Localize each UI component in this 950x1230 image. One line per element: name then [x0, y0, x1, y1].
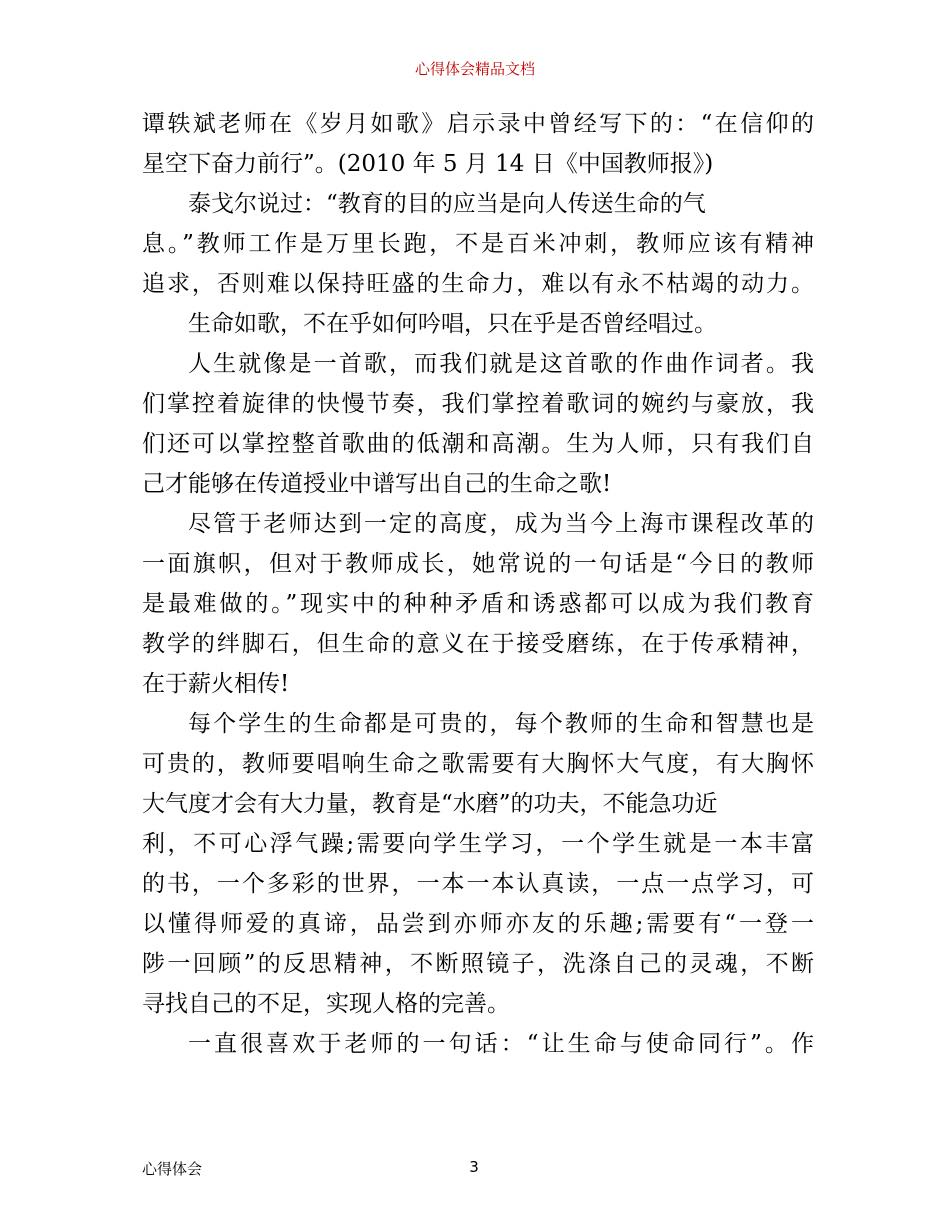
text-line: 生命如歌，不在乎如何吟唱，只在乎是否曾经唱过。	[188, 311, 717, 337]
text-line: 利，不可心浮气躁;需要向学生学习，一个学生就是一本丰富	[142, 831, 814, 857]
text-line: 一直很喜欢于老师的一句话：“让生命与使命同行”。作	[188, 1031, 814, 1057]
page-number: 3	[469, 1158, 479, 1176]
text-line: 们还可以掌控整首歌曲的低潮和高潮。生为人师，只有我们自	[142, 431, 814, 457]
text-line: 可贵的，教师要唱响生命之歌需要有大胸怀大气度，有大胸怀	[142, 751, 814, 777]
text-line: 们掌控着旋律的快慢节奏，我们掌控着歌词的婉约与豪放，我	[142, 391, 814, 417]
header-title: 心得体会精品文档	[414, 60, 535, 78]
footer-label: 心得体会	[142, 1160, 203, 1178]
text-line: 陟一回顾”的反思精神，不断照镜子，洗涤自己的灵魂，不断	[142, 951, 814, 977]
body-text	[142, 104, 814, 1064]
text-line: 在于薪火相传!	[142, 671, 290, 697]
text-line: 星空下奋力前行”。(2010 年 5 月 14 日《中国教师报》)	[142, 151, 714, 177]
text-line: 追求，否则难以保持旺盛的生命力，难以有永不枯竭的动力。	[142, 271, 814, 297]
text-line: 尽管于老师达到一定的高度，成为当今上海市课程改革的	[188, 511, 814, 537]
text-line: 的书，一个多彩的世界，一本一本认真读，一点一点学习，可	[142, 871, 814, 897]
text-line: 泰戈尔说过：“教育的目的应当是向人传送生命的气	[188, 191, 706, 217]
text-line: 教学的绊脚石，但生命的意义在于接受磨练，在于传承精神，	[142, 631, 814, 657]
text-line: 息。”教师工作是万里长跑，不是百米冲刺，教师应该有精神	[142, 231, 814, 257]
text-line: 大气度才会有大力量，教育是“水磨”的功夫，不能急功近	[142, 791, 718, 817]
text-line: 谭轶斌老师在《岁月如歌》启示录中曾经写下的：“在信仰的	[142, 111, 814, 137]
text-line: 己才能够在传道授业中谱写出自己的生命之歌!	[142, 471, 612, 497]
text-line: 寻找自己的不足，实现人格的完善。	[142, 991, 510, 1017]
text-line: 人生就像是一首歌，而我们就是这首歌的作曲作词者。我	[188, 351, 814, 377]
text-line: 每个学生的生命都是可贵的，每个教师的生命和智慧也是	[188, 711, 814, 737]
text-line: 一面旗帜，但对于教师成长，她常说的一句话是“今日的教师	[142, 551, 814, 577]
text-line: 以懂得师爱的真谛，品尝到亦师亦友的乐趣;需要有“一登一	[142, 911, 814, 937]
text-line: 是最难做的。”现实中的种种矛盾和诱惑都可以成为我们教育	[142, 591, 814, 617]
